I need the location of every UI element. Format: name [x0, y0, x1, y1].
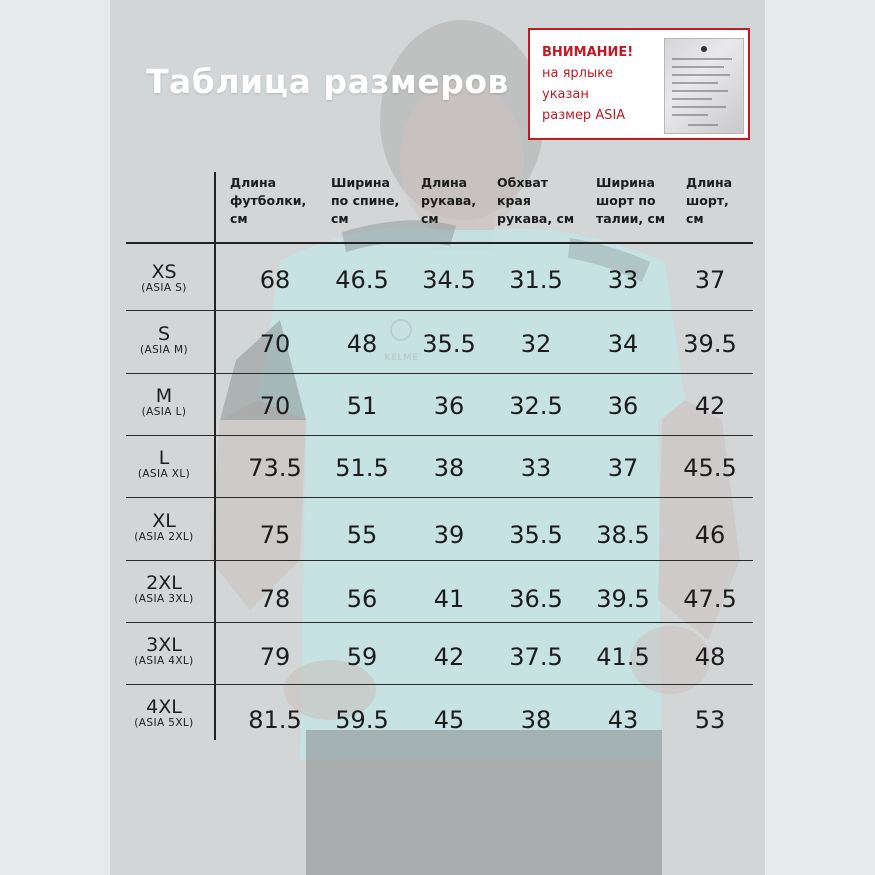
notice-text — [542, 42, 670, 126]
asia-size-notice — [528, 28, 750, 140]
table-row-divider — [126, 560, 753, 561]
table-cell: 43 — [607, 706, 639, 734]
table-cell: 37 — [694, 266, 726, 294]
table-cell: 45.5 — [683, 454, 737, 482]
column-header-sleeve-girth: Обхват края рукава, см — [497, 175, 575, 226]
size-label-s: S (ASIA M) — [140, 323, 188, 356]
table-cell: 37.5 — [509, 643, 563, 671]
left-margin — [0, 0, 110, 875]
table-cell: 34 — [607, 330, 639, 358]
table-cell: 35.5 — [509, 521, 563, 549]
table-row-divider — [126, 310, 753, 311]
table-cell: 59.5 — [335, 706, 389, 734]
table-cell: 38.5 — [596, 521, 650, 549]
table-cell: 42 — [694, 392, 726, 420]
table-cell: 70 — [259, 392, 291, 420]
table-cell: 41.5 — [596, 643, 650, 671]
table-cell: 31.5 — [509, 266, 563, 294]
table-row-divider — [126, 373, 753, 374]
table-cell: 81.5 — [248, 706, 302, 734]
table-cell: 36 — [607, 392, 639, 420]
table-cell: 73.5 — [248, 454, 302, 482]
column-header-sleeve-length: Длина рукава, см — [421, 175, 477, 226]
table-row-divider — [126, 435, 753, 436]
table-cell: 51.5 — [335, 454, 389, 482]
column-header-shirt-length: Длина футболки, см — [230, 175, 307, 226]
table-cell: 59 — [346, 643, 378, 671]
size-label-xs: XS (ASIA S) — [141, 261, 187, 294]
table-cell: 35.5 — [422, 330, 476, 358]
notice-heading: ВНИМАНИЕ! — [542, 45, 634, 60]
table-cell: 45 — [433, 706, 465, 734]
table-cell: 38 — [520, 706, 552, 734]
table-cell: 55 — [346, 521, 378, 549]
table-cell: 37 — [607, 454, 639, 482]
table-row-divider — [126, 684, 753, 685]
table-cell: 36.5 — [509, 585, 563, 613]
notice-line: размер ASIA — [542, 108, 626, 123]
right-margin — [765, 0, 875, 875]
size-label-m: M (ASIA L) — [141, 385, 187, 418]
table-cell: 56 — [346, 585, 378, 613]
table-row-divider — [126, 497, 753, 498]
table-cell: 33 — [607, 266, 639, 294]
size-label-l: L (ASIA XL) — [137, 447, 191, 480]
table-cell: 75 — [259, 521, 291, 549]
table-cell: 70 — [259, 330, 291, 358]
table-cell: 79 — [259, 643, 291, 671]
notice-line: на ярлыке — [542, 66, 614, 81]
table-cell: 47.5 — [683, 585, 737, 613]
table-cell: 51 — [346, 392, 378, 420]
size-label-4xl: 4XL (ASIA 5XL) — [134, 696, 194, 729]
clothing-tag-image — [664, 38, 744, 134]
size-label-3xl: 3XL (ASIA 4XL) — [134, 634, 194, 667]
table-cell: 39.5 — [596, 585, 650, 613]
page-title: Таблица размеров — [146, 62, 509, 101]
table-cell: 68 — [259, 266, 291, 294]
table-cell: 48 — [694, 643, 726, 671]
table-cell: 46.5 — [335, 266, 389, 294]
table-cell: 48 — [346, 330, 378, 358]
table-cell: 38 — [433, 454, 465, 482]
table-cell: 78 — [259, 585, 291, 613]
table-vertical-divider — [214, 172, 216, 740]
column-header-shorts-waist: Ширина шорт по талии, см — [596, 175, 666, 226]
tag-logo-icon — [694, 45, 714, 53]
table-row-divider — [126, 622, 753, 623]
size-label-2xl: 2XL (ASIA 3XL) — [134, 572, 194, 605]
table-cell: 33 — [520, 454, 552, 482]
table-cell: 39 — [433, 521, 465, 549]
column-header-shorts-length: Длина шорт, см — [686, 175, 733, 226]
notice-line: указан — [542, 87, 589, 102]
table-header-divider — [126, 242, 753, 244]
size-label-xl: XL (ASIA 2XL) — [134, 510, 194, 543]
table-cell: 34.5 — [422, 266, 476, 294]
table-cell: 32.5 — [509, 392, 563, 420]
table-cell: 42 — [433, 643, 465, 671]
column-header-back-width: Ширина по спине, см — [331, 175, 400, 226]
table-cell: 53 — [694, 706, 726, 734]
table-cell: 41 — [433, 585, 465, 613]
table-cell: 36 — [433, 392, 465, 420]
table-cell: 39.5 — [683, 330, 737, 358]
svg-text:KELME: KELME — [384, 353, 418, 363]
table-cell: 46 — [694, 521, 726, 549]
table-cell: 32 — [520, 330, 552, 358]
